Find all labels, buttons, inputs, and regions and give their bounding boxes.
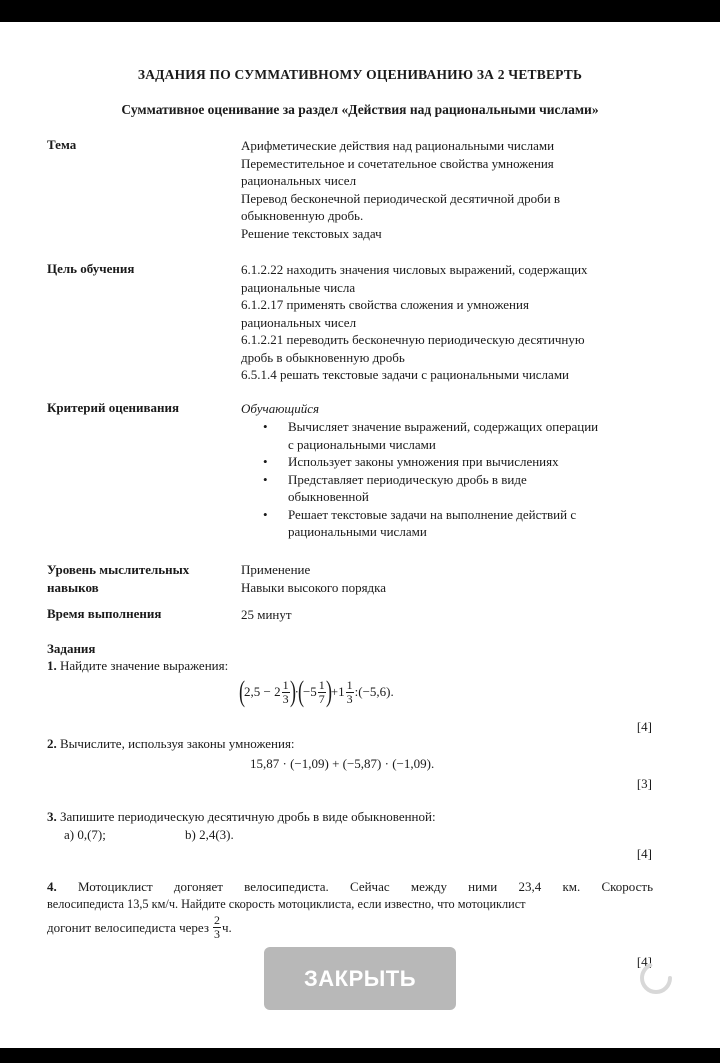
task-2-text: 2. Вычислите, используя законы умножения: <box>47 736 295 751</box>
task-4-line-1: 4. Мотоциклист догоняет велосипедиста. Сейчас между ними 23,4 км. Скорость <box>47 879 654 894</box>
task-3-mark: [4] <box>636 846 652 861</box>
goal-line: рациональные числа <box>241 279 356 295</box>
bullet-icon: • <box>263 454 268 469</box>
goal-value <box>241 261 588 384</box>
fraction: $\frac{1}{3}$ <box>346 677 353 706</box>
level-value: Применение Навыки высокого порядка <box>241 562 387 595</box>
task-3-text: 3. Запишите периодическую десятичную дробь в виде обыкновенной: <box>47 809 436 824</box>
goal-line: рациональных чисел <box>241 314 357 330</box>
task-1-text: 1. Найдите значение выражения: <box>47 658 229 673</box>
time-value: 25 минут <box>241 607 292 622</box>
document-title: ЗАДАНИЯ ПО СУММАТИВНОМУ ОЦЕНИВАНИЮ ЗА 2 ЧЕТВЕРТЬ <box>137 67 583 82</box>
goal-line: 6.5.1.4 решать текстовые задачи с рациональными числами <box>241 367 569 382</box>
goal-line: 6.1.2.17 применять свойства сложения и умножения <box>241 297 529 312</box>
task-4-mark: [4] <box>636 954 652 969</box>
level-label: Уровень мыслительных навыков <box>47 562 190 595</box>
bullet-icon: • <box>263 506 268 522</box>
criteria-item: • Решает текстовые задачи на выполнение действий с рациональными числами <box>263 506 577 539</box>
goal-line: 6.1.2.22 находить значения числовых выражений, содержащих <box>241 262 588 277</box>
top-status-bar <box>0 0 720 22</box>
criteria-intro: Обучающийся <box>241 401 320 416</box>
loading-spinner-icon <box>638 960 674 996</box>
task-4-line-2: велосипедиста 13,5 км/ч. Найдите скорость мотоциклиста, если известно, что мотоциклист <box>47 897 526 911</box>
bottom-nav-bar <box>0 1048 720 1063</box>
fraction: $\frac{2}{3}$ <box>213 913 220 941</box>
criteria-item: • Использует законы умножения при вычислениях <box>263 454 559 469</box>
close-button[interactable]: ЗАКРЫТЬ <box>264 947 456 1010</box>
bullet-icon: • <box>263 471 268 487</box>
task-2-expression: 15,87 · (−1,09) + (−5,87) · (−1,09). <box>250 756 435 771</box>
bullet-icon: • <box>263 419 268 434</box>
task-3-part-a: а) 0,(7); <box>64 827 106 842</box>
task-1-expression: ( 2,5 − 2 $\frac{1}{3}$ ) · ( −5 $\frac{1}{7}$ ) +1 $\frac{1}{3}$ :(−5,6). <box>239 675 394 708</box>
tasks-heading: Задания <box>47 641 96 656</box>
criteria-label: Критерий оценивания <box>47 400 180 415</box>
fraction: $\frac{1}{3}$ <box>282 677 289 706</box>
topic-label: Тема <box>47 137 77 152</box>
document-subtitle: Суммативное оценивание за раздел «Действия над рациональными числами» <box>121 102 599 117</box>
topic-value <box>241 137 560 242</box>
fraction: $\frac{1}{7}$ <box>318 677 325 706</box>
topic-line: Арифметические действия над рациональными числами <box>241 138 555 153</box>
time-label: Время выполнения <box>47 606 162 621</box>
task-3-part-b: b) 2,4(3). <box>185 827 234 842</box>
task-2-mark: [3] <box>636 776 652 791</box>
topic-line: рациональных чисел <box>241 173 357 188</box>
topic-line: Решение текстовых задач <box>241 225 382 241</box>
goal-line: 6.1.2.21 переводить бесконечную периодическую десятичную <box>241 332 585 347</box>
criteria-item: • Вычисляет значение выражений, содержащих операции с рациональными числами <box>263 419 599 452</box>
task-1-mark: [4] <box>636 719 652 734</box>
topic-line: Перевод бесконечной периодической десятичной дроби в <box>241 190 561 206</box>
criteria-list <box>263 418 598 541</box>
criteria-item: • Представляет периодическую дробь в виде обыкновенной <box>263 471 527 504</box>
goal-label: Цель обучения <box>47 261 135 276</box>
document-page <box>0 22 720 1048</box>
topic-line: Переместительное и сочетательное свойства умножения <box>241 155 554 171</box>
topic-line: обыкновенную дробь. <box>241 208 364 223</box>
task-4-line-3: догонит велосипедиста через $\frac{2}{3}$ ч. <box>47 913 232 941</box>
goal-line: дробь в обыкновенную дробь <box>241 349 405 365</box>
